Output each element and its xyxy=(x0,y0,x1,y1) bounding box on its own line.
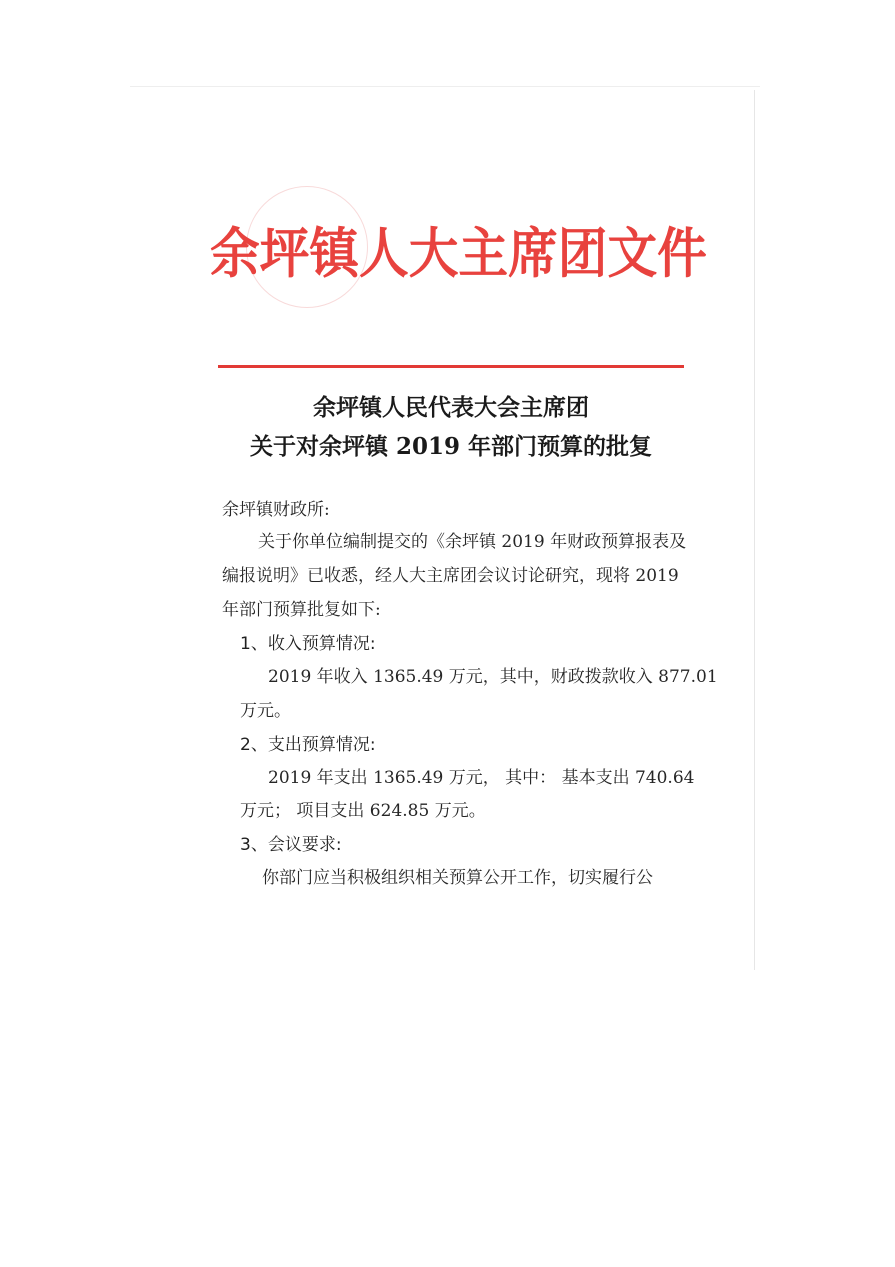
section-heading-requirements: 3、会议要求: xyxy=(240,835,342,855)
scan-edge-top xyxy=(130,86,760,87)
scan-edge-right xyxy=(754,90,755,970)
income-line-1: 2019 年收入 1365.49 万元，其中，财政拨款收入 877.01 xyxy=(268,667,718,687)
document-title-line-2: 关于对余坪镇 2019 年部门预算的批复 xyxy=(249,433,653,460)
expense-line-2: 万元； 项目支出 624.85 万元。 xyxy=(240,801,486,821)
red-divider-line xyxy=(218,365,684,368)
section-heading-expense: 2、支出预算情况: xyxy=(240,735,376,755)
red-masthead-title: 余坪镇人大主席团文件 xyxy=(210,221,707,285)
intro-line-1: 关于你单位编制提交的《余坪镇 2019 年财政预算报表及 xyxy=(258,532,687,552)
section-heading-income: 1、收入预算情况: xyxy=(240,634,376,654)
document-title-line-1: 余坪镇人民代表大会主席团 xyxy=(313,394,589,421)
addressee: 余坪镇财政所: xyxy=(222,500,330,520)
intro-line-2: 编报说明》已收悉，经人大主席团会议讨论研究，现将 2019 xyxy=(222,566,679,586)
expense-line-1: 2019 年支出 1365.49 万元， 其中： 基本支出 740.64 xyxy=(268,768,695,788)
intro-line-3: 年部门预算批复如下: xyxy=(222,600,381,620)
requirements-line-1: 你部门应当积极组织相关预算公开工作，切实履行公 xyxy=(262,868,653,888)
income-line-2: 万元。 xyxy=(240,701,291,721)
